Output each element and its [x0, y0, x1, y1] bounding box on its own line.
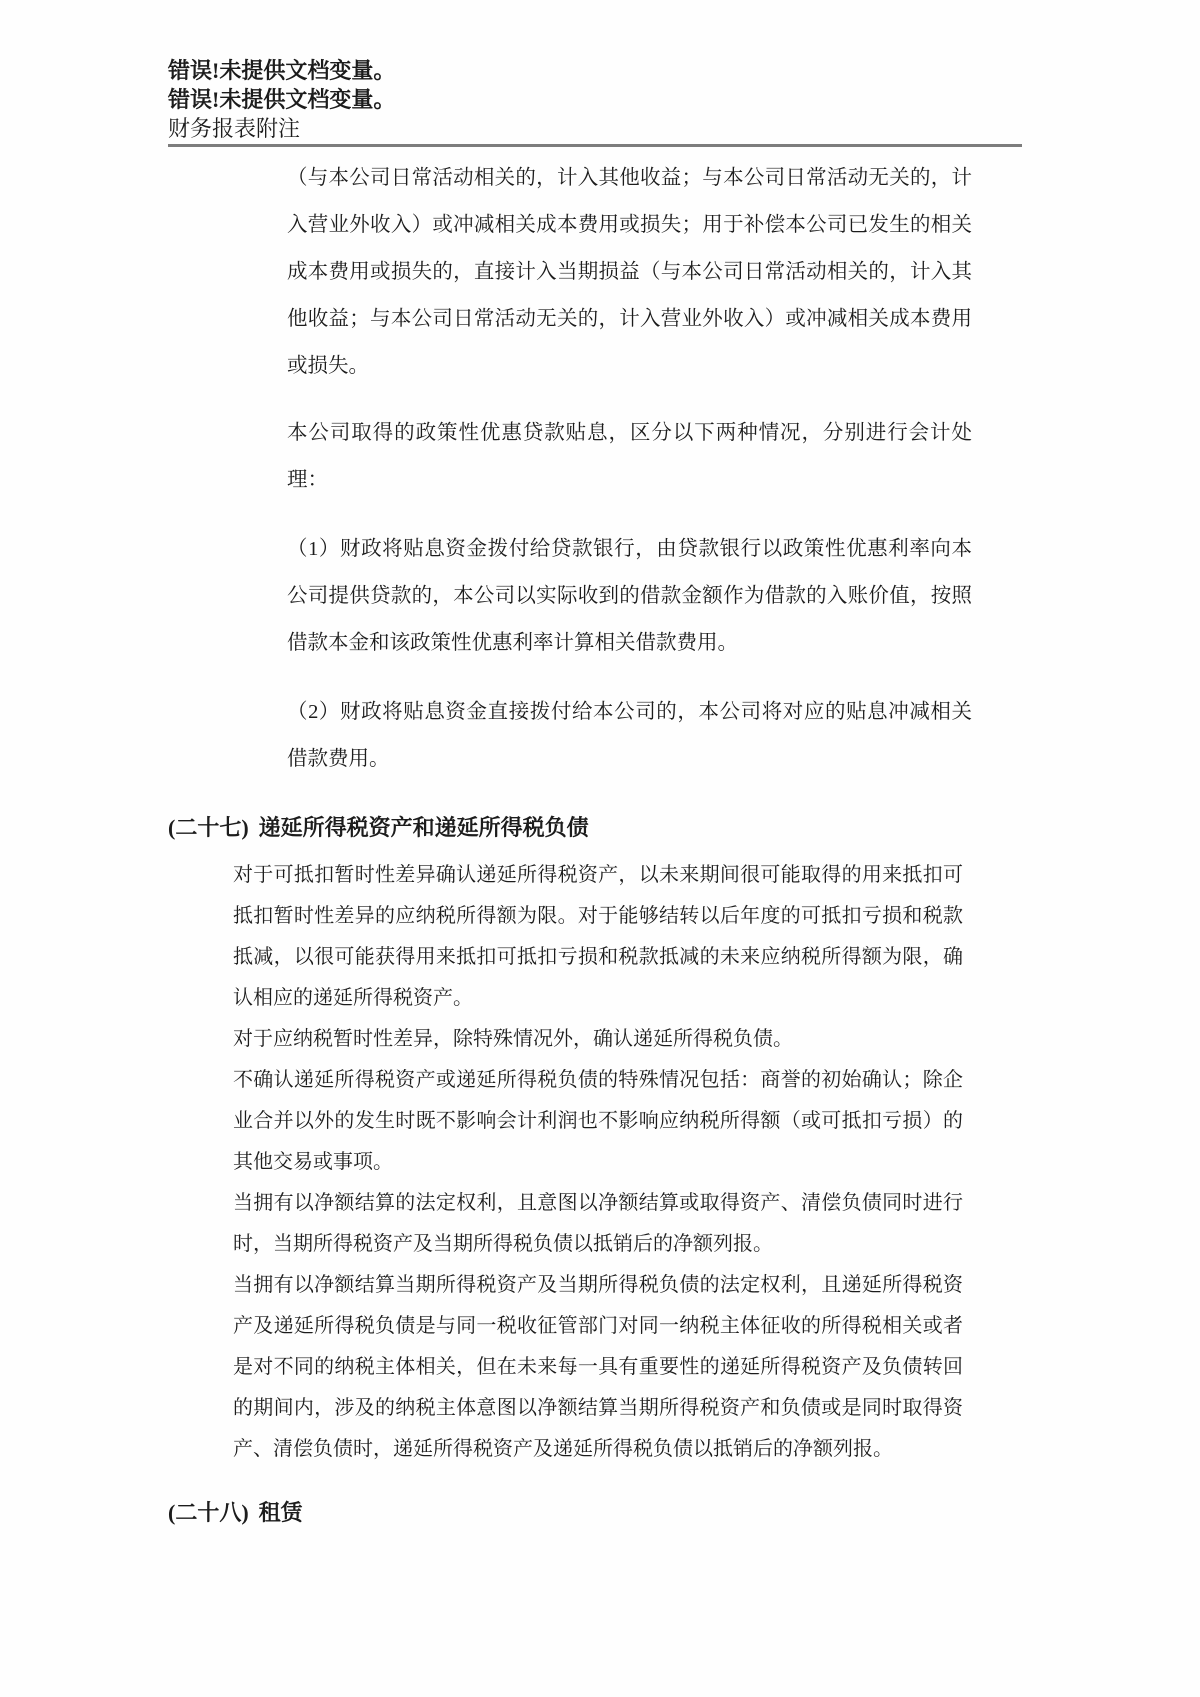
paragraph-text: 对于可抵扣暂时性差异确认递延所得税资产，以未来期间很可能取得的用来抵扣可抵扣暂时性差异的应纳税所得额为限。对于能够结转以后年度的可抵扣亏损和税款抵减，以很可能获得用来抵扣可抵扣亏损和税款抵减的未来应纳税所得额为限，确认相应的递延所得税资产。: [233, 864, 963, 1009]
paragraph-loan-intro: [287, 410, 972, 504]
header-error-line-1: 错误!未提供文档变量。: [168, 58, 396, 83]
header-divider: [168, 144, 1022, 147]
section-28-title: 租赁: [258, 1500, 303, 1525]
paragraph-text: （与本公司日常活动相关的，计入其他收益；与本公司日常活动无关的，计入营业外收入）或冲减相关成本费用或损失；用于补偿本公司已发生的相关成本费用或损失的，直接计入当期损益（与本公司日常活动相关的，计入其他收益；与本公司日常活动无关的，计入营业外收入）或冲减相关成本费用或损失。: [287, 167, 972, 377]
paragraph-government-grants: [287, 155, 972, 390]
paragraph-text: 当拥有以净额结算的法定权利，且意图以净额结算或取得资产、清偿负债同时进行时，当期所得税资产及当期所得税负债以抵销后的净额列报。: [233, 1192, 963, 1255]
section-27-title: 递延所得税资产和递延所得税负债: [258, 815, 589, 840]
paragraph-text: 当拥有以净额结算当期所得税资产及当期所得税负债的法定权利，且递延所得税资产及递延所得税负债是与同一税收征管部门对同一纳税主体征收的所得税相关或者是对不同的纳税主体相关，但在未来每一具有重要性的递延所得税资产及负债转回的期间内，涉及的纳税主体意图以净额结算当期所得税资产和负债或是同时取得资产、清偿负债时，递延所得税资产及递延所得税负债以抵销后的净额列报。: [233, 1274, 963, 1460]
paragraph-loan-case1: [287, 526, 972, 667]
document-header: [168, 56, 1022, 143]
paragraph-text: （2）财政将贴息资金直接拨付给本公司的，本公司将对应的贴息冲减相关借款费用。: [287, 701, 972, 770]
header-subtitle: 财务报表附注: [168, 116, 301, 141]
paragraph-loan-case2: [287, 689, 972, 783]
section-27-heading: [168, 813, 1200, 843]
paragraph-text: 不确认递延所得税资产或递延所得税负债的特殊情况包括：商誉的初始确认；除企业合并以外的发生时既不影响会计利润也不影响应纳税所得额（或可抵扣亏损）的其他交易或事项。: [233, 1069, 963, 1173]
section-27-number: (二十七): [168, 815, 249, 840]
section-27-body: [233, 855, 963, 1470]
section-28-number: (二十八): [168, 1500, 249, 1525]
paragraph-text: 对于应纳税暂时性差异，除特殊情况外，确认递延所得税负债。: [233, 1028, 793, 1050]
section-28-heading: [168, 1498, 1200, 1528]
header-error-line-2: 错误!未提供文档变量。: [168, 87, 396, 112]
paragraph-text: 本公司取得的政策性优惠贷款贴息，区分以下两种情况，分别进行会计处理：: [287, 422, 972, 491]
paragraph-text: （1）财政将贴息资金拨付给贷款银行，由贷款银行以政策性优惠利率向本公司提供贷款的，本公司以实际收到的借款金额作为借款的入账价值，按照借款本金和该政策性优惠利率计算相关借款费用。: [287, 538, 972, 654]
